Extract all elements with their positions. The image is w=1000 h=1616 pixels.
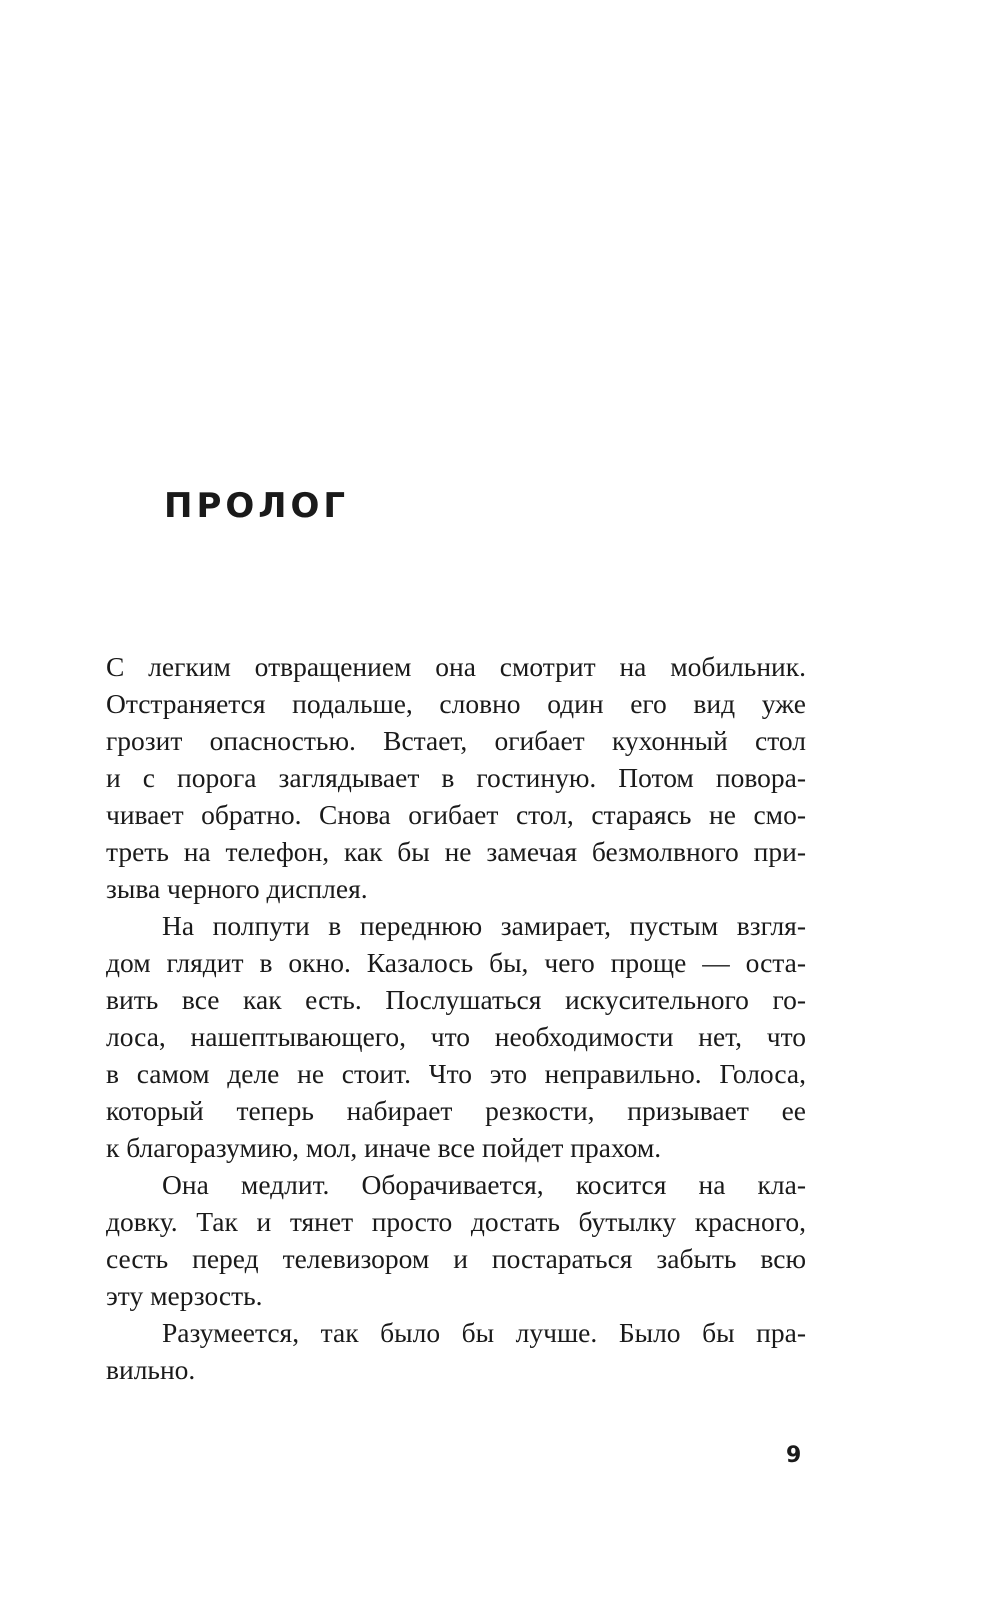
text-line: грозит опасностью. Встает, огибает кухонный стол [106,725,806,756]
text-line: чивает обратно. Снова огибает стол, стараясь не смо- [106,799,806,830]
text-line: С легким отвращением она смотрит на мобильник. [106,651,806,682]
text-line: довку. Так и тянет просто достать бутылку красного, [106,1206,806,1237]
text-line: треть на телефон, как бы не замечая безмолвного при- [106,836,806,867]
chapter-title: ПРОЛОГ [164,486,350,526]
text-line: вильно. [106,1354,196,1385]
text-line: лоса, нашептывающего, что необходимости нет, что [106,1021,806,1052]
text-line: Отстраняется подальше, словно один его вид уже [106,688,806,719]
page-number: 9 [786,1443,802,1468]
text-line: и с порога заглядывает в гостиную. Потом повора- [106,762,806,793]
text-line: который теперь набирает резкости, призывает ее [106,1095,806,1126]
text-line: эту мерзость. [106,1280,263,1311]
text-line: Разумеется, так было бы лучше. Было бы пра- [162,1317,806,1348]
text-line: На полпути в переднюю замирает, пустым взгля- [162,910,806,941]
text-line: зыва черного дисплея. [106,873,368,904]
text-line: Она медлит. Оборачивается, косится на кла- [162,1169,806,1200]
text-line: к благоразумию, мол, иначе все пойдет прахом. [106,1132,662,1163]
body-text [106,648,806,1388]
text-line: дом глядит в окно. Казалось бы, чего проще — оста- [106,947,806,978]
paragraph [106,907,806,1166]
text-line: сесть перед телевизором и постараться забыть всю [106,1243,806,1274]
paragraph [106,648,806,907]
paragraph [106,1166,806,1314]
paragraph [106,1314,806,1388]
text-line: в самом деле не стоит. Что это неправильно. Голоса, [106,1058,806,1089]
text-line: вить все как есть. Послушаться искусительного го- [106,984,806,1015]
